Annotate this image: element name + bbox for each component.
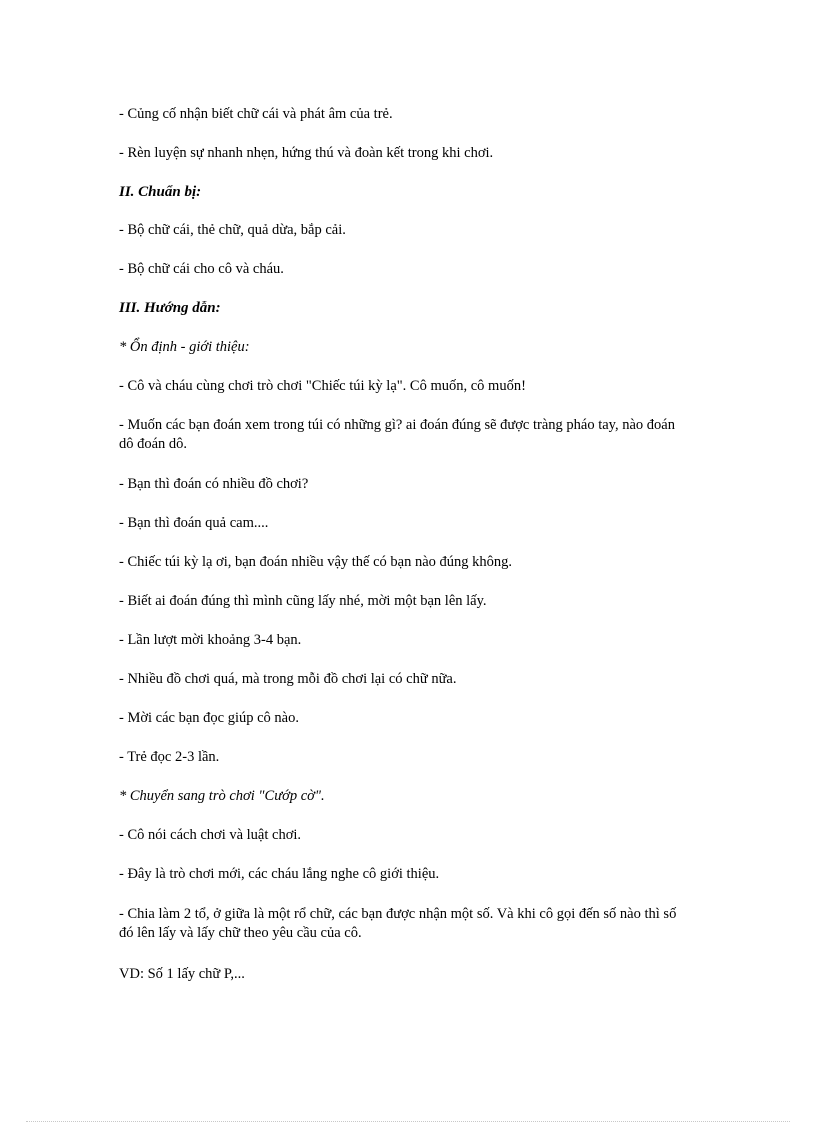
paragraph-cach-choi: - Cô nói cách chơi và luật chơi. — [119, 827, 302, 843]
paragraph-tre-doc: - Trẻ đọc 2-3 lần. — [119, 749, 220, 765]
page-bottom-divider — [26, 1121, 790, 1122]
paragraph-tro-choi-moi: - Đây là trò chơi mới, các cháu lắng nghe cô giới thiệu. — [119, 866, 440, 882]
paragraph-biet-ai-doan-dung: - Biết ai đoán đúng thì mình cũng lấy nhé, mời một bạn lên lấy. — [119, 593, 487, 609]
paragraph-lan-luot-moi: - Lần lượt mời khoảng 3-4 bạn. — [119, 632, 302, 648]
subheading-cuop-co: * Chuyển sang trò chơi "Cướp cờ". — [119, 788, 325, 804]
paragraph-chia-lam-2-to: - Chia làm 2 tổ, ở giữa là một rổ chữ, các bạn được nhận một số. Và khi cô gọi đến số nào thì số đó lên lấy và lấy chữ theo yêu cầu của cô. — [119, 906, 677, 941]
section-heading-huong-dan: III. Hướng dẫn: — [119, 300, 221, 316]
subheading-on-dinh: * Ổn định - giới thiệu: — [119, 339, 250, 355]
paragraph-muon-cac-ban-doan: - Muốn các bạn đoán xem trong túi có những gì? ai đoán đúng sẽ được tràng pháo tay, nào đoán dô đoán dô. — [119, 417, 675, 452]
paragraph-vd: VD: Số 1 lấy chữ P,... — [119, 966, 245, 982]
paragraph-moi-cac-ban-doc: - Mời các bạn đọc giúp cô nào. — [119, 710, 299, 726]
paragraph-nhieu-do-choi: - Bạn thì đoán có nhiều đồ chơi? — [119, 476, 309, 492]
paragraph-nhieu-do-choi-qua: - Nhiều đồ chơi quá, mà trong mỗi đồ chơi lại có chữ nữa. — [119, 671, 457, 687]
section-heading-chuan-bi: II. Chuẩn bị: — [119, 184, 202, 200]
paragraph-qua-cam: - Bạn thì đoán quả cam.... — [119, 515, 269, 531]
paragraph-ren-luyen: - Rèn luyện sự nhanh nhẹn, hứng thú và đoàn kết trong khi chơi. — [119, 145, 494, 161]
paragraph-bo-chu-cai-co-chau: - Bộ chữ cái cho cô và cháu. — [119, 261, 284, 277]
paragraph-chiec-tui-oi: - Chiếc túi kỳ lạ ơi, bạn đoán nhiều vậy thế có bạn nào đúng không. — [119, 554, 513, 570]
paragraph-cung-co: - Củng cố nhận biết chữ cái và phát âm của trẻ. — [119, 106, 393, 122]
paragraph-chiec-tui-ky-la: - Cô và cháu cùng chơi trò chơi "Chiếc túi kỳ lạ". Cô muốn, cô muốn! — [119, 378, 526, 394]
paragraph-bo-chu-cai-the-chu: - Bộ chữ cái, thẻ chữ, quả dừa, bắp cải. — [119, 222, 346, 238]
